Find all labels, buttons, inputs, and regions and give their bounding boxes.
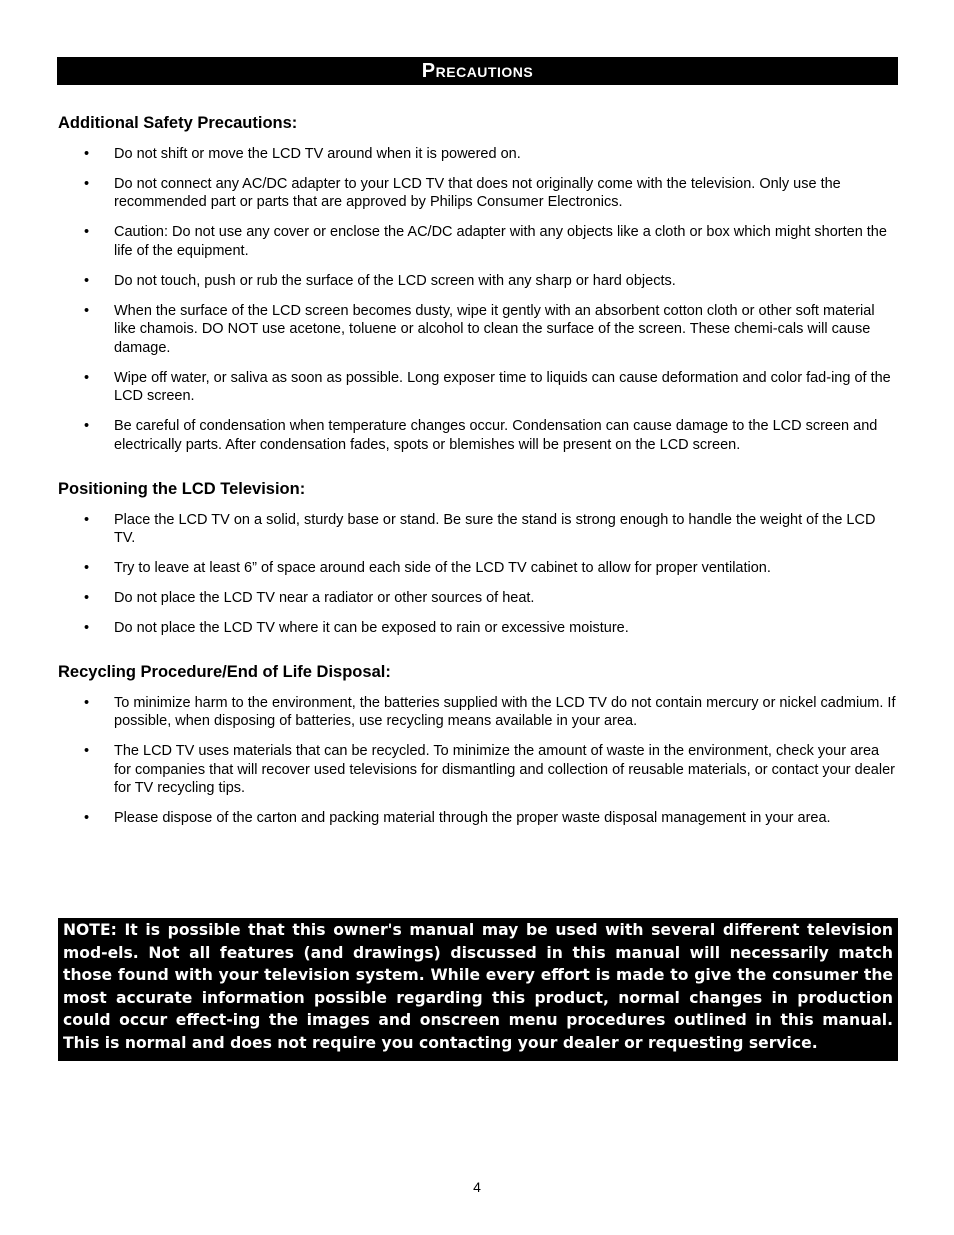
list-item-text: Be careful of condensation when temperature changes occur. Condensation can cause damage to the LCD screen and electrically parts. After condensation fades, spots or blemishes will be present on the LCD screen. (114, 418, 878, 453)
bullet-glyph: • (84, 145, 90, 162)
list-item (58, 809, 898, 828)
section-additional-safety-precautions (58, 113, 898, 454)
bullet-glyph: • (84, 272, 90, 289)
list-item (58, 417, 898, 454)
page-number: 4 (473, 1179, 481, 1195)
list-item-text: Please dispose of the carton and packing material through the proper waste disposal management in your area. (114, 810, 831, 826)
list-item (58, 511, 898, 548)
list-item (58, 742, 898, 798)
list-item-text: When the surface of the LCD screen becomes dusty, wipe it gently with an absorbent cotton cloth or other soft material like chamois. DO NOT use acetone, toluene or alcohol to clean the surface of the screen. These chemi-cals will cause damage. (114, 302, 875, 356)
bullet-glyph: • (84, 743, 90, 759)
bullet-glyph: • (84, 620, 90, 636)
bullet-glyph: • (84, 369, 90, 386)
list-item-text: Caution: Do not use any cover or enclose the AC/DC adapter with any objects like a cloth or box which might shorten the life of the equipment. (114, 224, 887, 259)
section-heading: Recycling Procedure/End of Life Disposal: (58, 663, 391, 681)
note-box: NOTE: It is possible that this owner's manual may be used with several different television mod-els. Not all features (and drawings) discussed in this manual will necessarily match those found with your television system. While every effort is made to give the consumer the most accurate information possible regarding this product, normal changes in production could occur effect-ing the images and onscreen menu procedures outlined in this manual. This is normal and does not require you contacting your dealer or requesting service. (58, 918, 898, 1061)
bullet-glyph: • (84, 175, 90, 192)
list-item (58, 223, 898, 260)
bullet-list (58, 511, 898, 638)
list-item (58, 559, 898, 578)
list-item (58, 589, 898, 608)
list-item (58, 694, 898, 731)
list-item (58, 619, 898, 638)
bullet-glyph: • (84, 302, 90, 319)
list-item (58, 302, 898, 358)
list-item (58, 175, 898, 212)
page-title: Precautions (57, 57, 898, 85)
list-item-text: Do not place the LCD TV near a radiator or other sources of heat. (114, 590, 535, 606)
section-heading: Positioning the LCD Television: (58, 480, 306, 498)
list-item-text: Do not place the LCD TV where it can be exposed to rain or excessive moisture. (114, 620, 629, 636)
list-item-text: The LCD TV uses materials that can be recycled. To minimize the amount of waste in the environment, check your area for companies that will recover used televisions for dismantling and collection of reusable materials, or contact your dealer for TV recycling tips. (114, 743, 895, 796)
section-recycling-procedure (58, 662, 898, 828)
bullet-glyph: • (84, 810, 90, 826)
list-item-text: Try to leave at least 6” of space around each side of the LCD TV cabinet to allow for proper ventilation. (114, 560, 771, 576)
bullet-glyph: • (84, 694, 90, 711)
bullet-glyph: • (84, 590, 90, 606)
list-item (58, 369, 898, 406)
bullet-glyph: • (84, 511, 90, 528)
list-item (58, 145, 898, 164)
list-item (58, 272, 898, 291)
list-item-text: To minimize harm to the environment, the batteries supplied with the LCD TV do not contain mercury or nickel cadmium. If possible, when disposing of batteries, use recycling means available in your area. (114, 694, 896, 729)
bullet-glyph: • (84, 224, 90, 240)
bullet-glyph: • (84, 560, 90, 576)
bullet-list (58, 694, 898, 828)
section-heading: Additional Safety Precautions: (58, 114, 298, 132)
list-item-text: Do not shift or move the LCD TV around when it is powered on. (114, 145, 521, 162)
section-positioning-lcd-television (58, 479, 898, 638)
list-item-text: Do not connect any AC/DC adapter to your LCD TV that does not originally come with the television. Only use the recommended part or parts that are approved by Philips Consumer Electronics. (114, 175, 841, 210)
bullet-glyph: • (84, 418, 90, 434)
bullet-list (58, 145, 898, 455)
list-item-text: Wipe off water, or saliva as soon as possible. Long exposer time to liquids can cause deformation and color fad-ing of the LCD screen. (114, 369, 891, 404)
list-item-text: Place the LCD TV on a solid, sturdy base or stand. Be sure the stand is strong enough to handle the weight of the LCD TV. (114, 511, 876, 546)
list-item-text: Do not touch, push or rub the surface of the LCD screen with any sharp or hard objects. (114, 272, 676, 289)
